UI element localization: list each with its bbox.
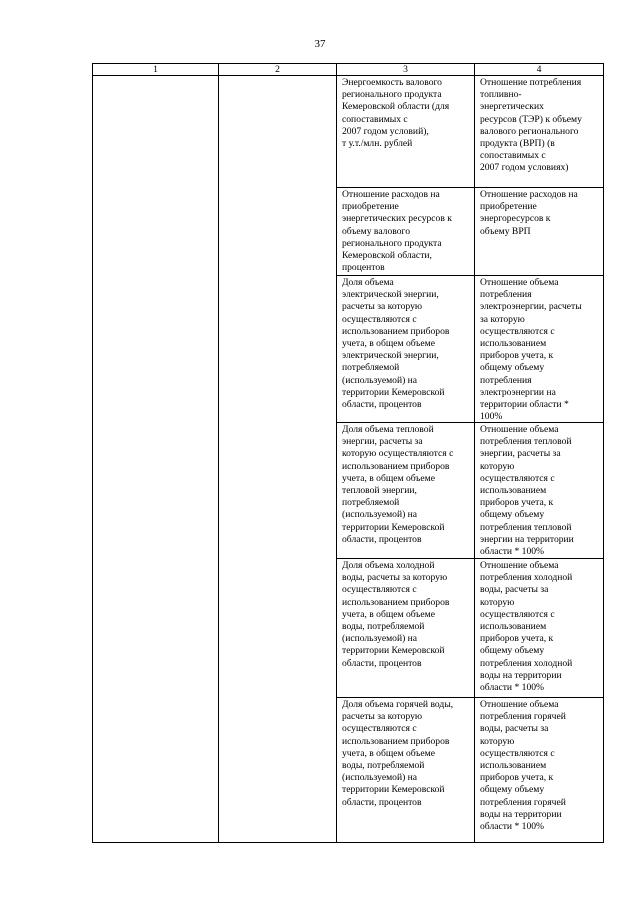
indicator-cell xyxy=(337,423,474,559)
indicator-text: Доля объема горячей воды, расчеты за которую осуществляются с использованием приборов учета, в общем объеме воды, потребляемой (используемой) на территории Кемеровской области, процентов xyxy=(342,699,454,808)
page-number: 37 xyxy=(314,38,326,50)
formula-cell xyxy=(475,423,603,559)
column-header-3: 3 xyxy=(337,64,475,76)
indicator-text: Энергоемкость валового регионального продукта Кемеровской области (для сопоставимых с 2007 годом условий), т у.т./млн. рублей xyxy=(342,77,450,150)
formula-text: Отношение объема потребления горячей воды, расчеты за которую осуществляются с использованием приборов учета, к общему объему потребления горячей воды на территории области * 100% xyxy=(480,699,566,833)
formula-cell xyxy=(475,188,603,276)
indicators-table xyxy=(92,63,604,843)
table-header-row xyxy=(93,64,604,76)
formula-column xyxy=(475,76,604,843)
indicator-cell xyxy=(337,559,474,698)
column-header-4: 4 xyxy=(475,64,604,76)
indicator-column xyxy=(337,76,475,843)
formula-text: Отношение объема потребления электроэнергии, расчеты за которую осуществляются с использованием приборов учета, к общему объему потребления электроэнергии на территории области * 100% xyxy=(480,277,582,423)
column-header-2: 2 xyxy=(219,64,337,76)
indicator-text: Доля объема тепловой энергии, расчеты за которую осуществляются с использованием приборов учета, в общем объеме тепловой энергии, потребляемой (используемой) на территории Кемеровской области, процентов xyxy=(342,424,454,545)
indicator-text: Отношение расходов на приобретение энергетических ресурсов к объему валового регионального продукта Кемеровской области, процентов xyxy=(342,189,452,274)
indicator-cell xyxy=(337,76,474,188)
indicator-cell xyxy=(337,188,474,276)
formula-cell xyxy=(475,276,603,423)
formula-cell xyxy=(475,76,603,188)
formula-text: Отношение объема потребления тепловой энергии, расчеты за которую осуществляются с использованием приборов учета, к общему объему потребления тепловой энергии на территории области * 100% xyxy=(480,424,574,558)
indicator-cell xyxy=(337,276,474,423)
formula-cell xyxy=(475,698,603,842)
indicator-text: Доля объема холодной воды, расчеты за которую осуществляются с использованием приборов учета, в общем объеме воды, потребляемой (используемой) на территории Кемеровской области, процентов xyxy=(342,560,450,669)
table-body-row xyxy=(93,76,604,843)
formula-text: Отношение потребления топливно- энергетических ресурсов (ТЭР) к объему валового регионального продукта (ВРП) (в сопоставимых с 2007 годом условиях) xyxy=(480,77,582,174)
formula-cell xyxy=(475,559,603,698)
indicator-text: Доля объема электрической энергии, расчеты за которую осуществляются с использованием приборов учета, в общем объеме электрической энергии, потребляемой (используемой) на территории Кемеровской области, процентов xyxy=(342,277,450,411)
formula-text: Отношение объема потребления холодной воды, расчеты за которую осуществляются с использованием приборов учета, к общему объему потребления холодной воды на территории области * 100% xyxy=(480,560,573,694)
column-header-1: 1 xyxy=(93,64,219,76)
column-1-cell xyxy=(93,76,219,843)
column-2-cell xyxy=(219,76,337,843)
formula-text: Отношение расходов на приобретение энергоресурсов к объему ВРП xyxy=(480,189,578,237)
indicator-cell xyxy=(337,698,474,842)
